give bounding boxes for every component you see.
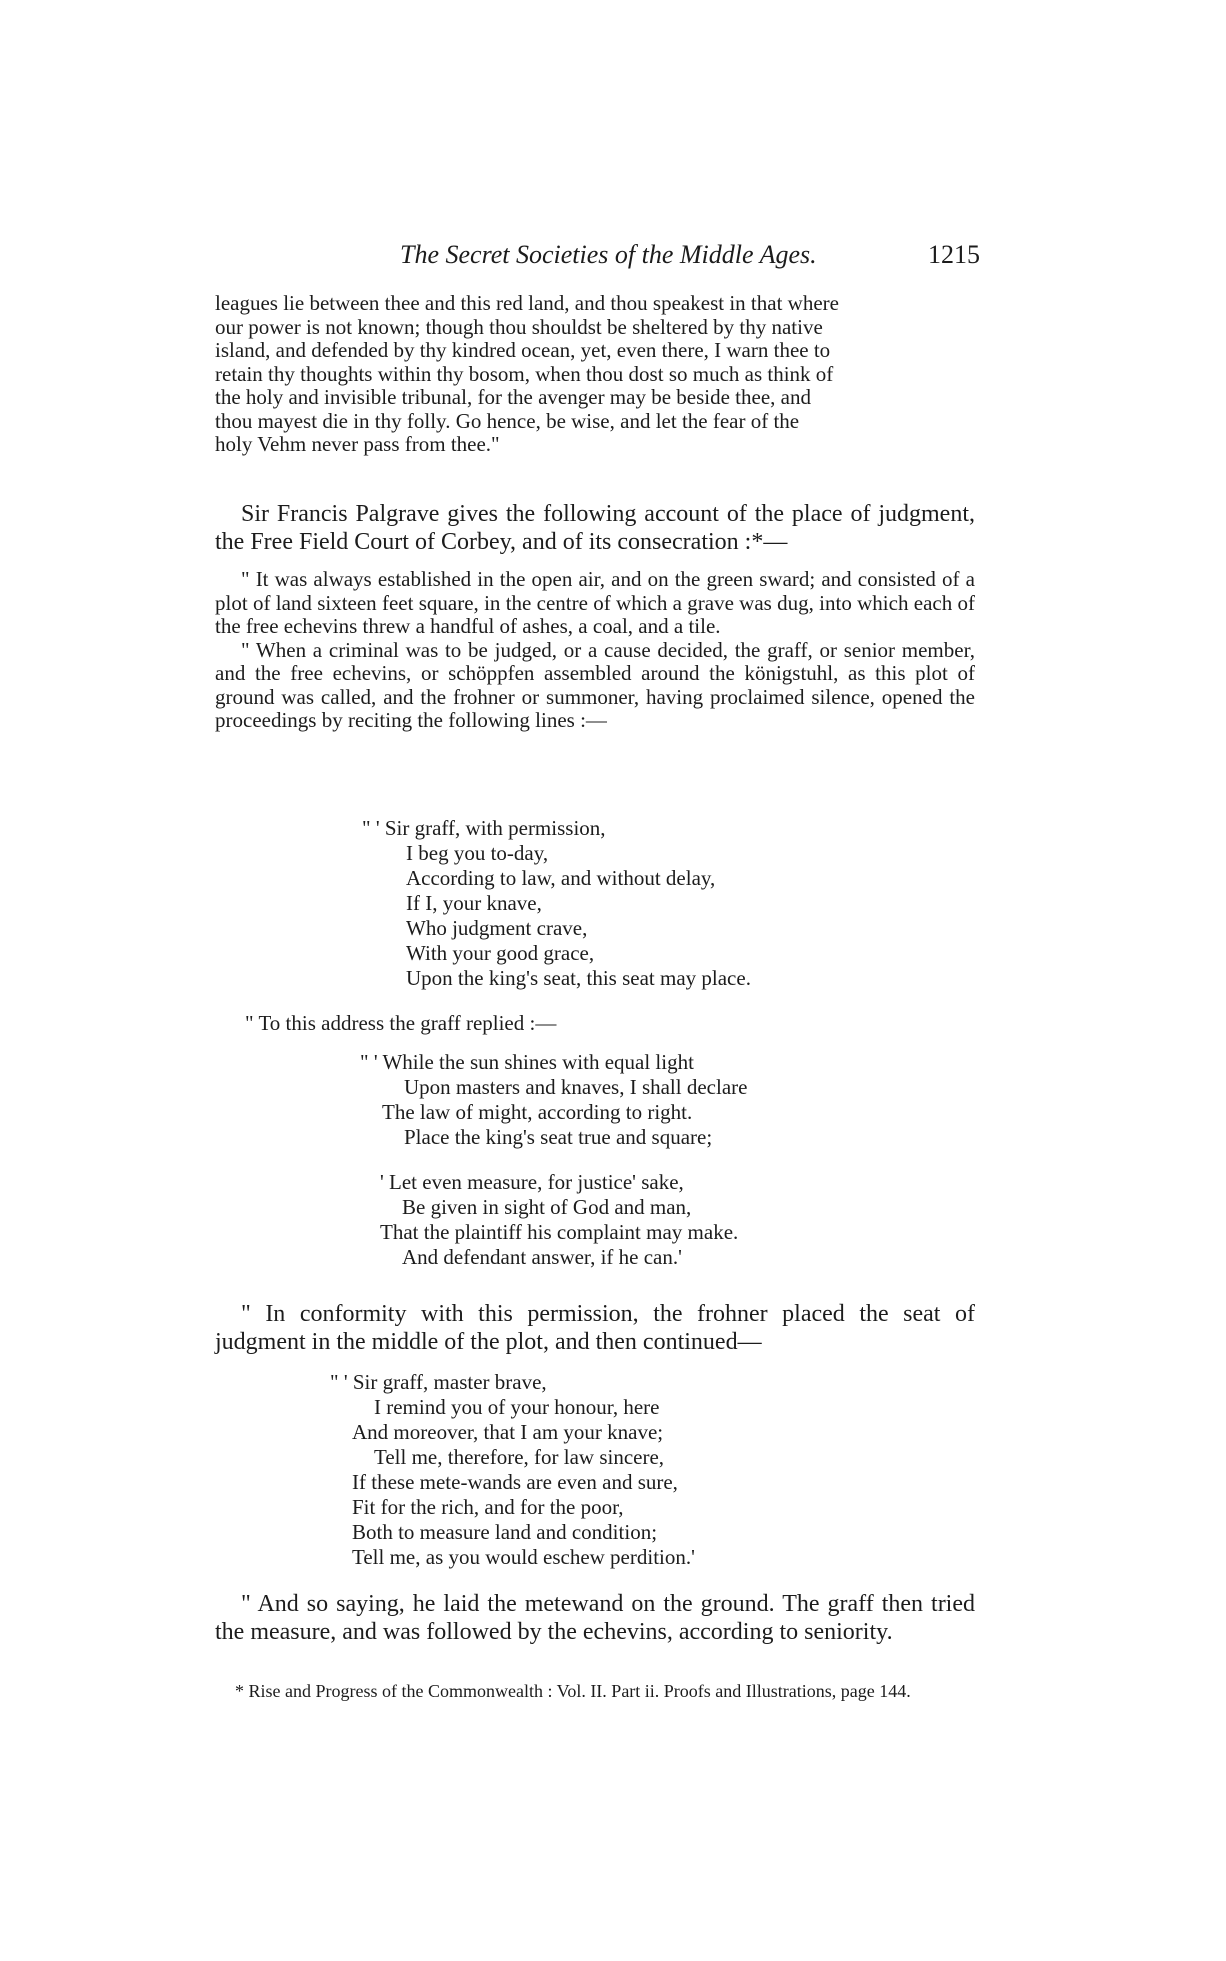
page-number: 1215 <box>928 240 980 269</box>
paragraph-text: " When a criminal was to be judged, or a cause decided, the graff, or senior member, and the free echevins, or schöppfen assembled around the königstuhl, as this plot of ground was called, and the frohner or summoner, having proclaimed silence, opened the proceedings by reciting the following lines :— <box>215 637 975 732</box>
verse-line: If I, your knave, <box>406 891 542 915</box>
verse-line: Fit for the rich, and for the poor, <box>352 1495 624 1519</box>
text-line: our power is not known; though thou shouldst be sheltered by thy native <box>215 314 823 339</box>
verse-graff-1 <box>360 1050 747 1150</box>
paragraph-palgrave <box>215 500 975 556</box>
text-line: thou mayest die in thy folly. Go hence, be wise, and let the fear of the <box>215 408 800 433</box>
verse-line: And moreover, that I am your knave; <box>352 1420 664 1444</box>
verse-line: Upon the king's seat, this seat may place. <box>406 966 751 990</box>
verse-line: If these mete-wands are even and sure, <box>352 1470 678 1494</box>
paragraph-text: " And so saying, he laid the metewand on the ground. The graff then tried the measure, and was followed by the echevins, according to seniority. <box>215 1591 975 1645</box>
verse-line: The law of might, according to right. <box>382 1100 693 1124</box>
verse-line: Be given in sight of God and man, <box>402 1195 692 1219</box>
verse-frohner-2 <box>330 1370 695 1570</box>
running-header <box>400 240 980 276</box>
paragraph-reply <box>245 1012 1005 1036</box>
verse-line: Both to measure land and condition; <box>352 1520 658 1544</box>
paragraph-conformity <box>215 1300 975 1356</box>
paragraph-text: " It was always established in the open air, and on the green sward; and consisted of a plot of land sixteen feet square, in the centre of which a grave was dug, into which each of the free echevins threw a handful of ashes, a coal, and a tile. <box>215 567 975 638</box>
verse-line: With your good grace, <box>406 941 595 965</box>
verse-line: That the plaintiff his complaint may make. <box>380 1220 739 1244</box>
verse-line: Who judgment crave, <box>406 916 588 940</box>
footnote <box>215 1680 975 1702</box>
verse-line: Place the king's seat true and square; <box>404 1125 713 1149</box>
text-line: leagues lie between thee and this red land, and thou speakest in that where <box>215 291 839 315</box>
paragraph-text: Sir Francis Palgrave gives the following account of the place of judgment, the Free Field Court of Corbey, and of its consecration :*— <box>215 501 975 555</box>
verse-line: " ' Sir graff, master brave, <box>330 1370 547 1394</box>
paragraph-continued <box>215 292 975 457</box>
verse-frohner <box>362 816 751 991</box>
paragraph-metewand <box>215 1590 975 1646</box>
verse-line: " ' While the sun shines with equal light <box>360 1050 694 1074</box>
text-line: island, and defended by thy kindred ocean, yet, even there, I warn thee to <box>215 338 831 362</box>
verse-line: According to law, and without delay, <box>406 866 716 890</box>
paragraph-text: " To this address the graff replied :— <box>245 1011 557 1035</box>
verse-line: Tell me, therefore, for law sincere, <box>374 1445 665 1469</box>
verse-line: I remind you of your honour, here <box>374 1395 660 1419</box>
verse-line: I beg you to-day, <box>406 841 549 865</box>
footnote-text: * Rise and Progress of the Commonwealth : Vol. II. Part ii. Proofs and Illustrations, page 144. <box>235 1681 911 1701</box>
verse-graff-2 <box>380 1170 738 1270</box>
text-line: retain thy thoughts within thy bosom, when thou dost so much as think of <box>215 361 834 386</box>
verse-line: ' Let even measure, for justice' sake, <box>380 1170 684 1194</box>
verse-line: " ' Sir graff, with permission, <box>362 816 606 840</box>
verse-line: Tell me, as you would eschew perdition.' <box>352 1545 695 1569</box>
running-title: The Secret Societies of the Middle Ages. <box>400 240 817 269</box>
paragraph-text: " In conformity with this permission, the frohner placed the seat of judgment in the middle of the plot, and then continued— <box>215 1301 975 1355</box>
text-line: holy Vehm never pass from thee." <box>215 432 500 456</box>
text-line: the holy and invisible tribunal, for the avenger may be beside thee, and <box>215 385 811 409</box>
quote-block <box>215 568 975 733</box>
verse-line: And defendant answer, if he can.' <box>402 1245 682 1269</box>
verse-line: Upon masters and knaves, I shall declare <box>404 1075 748 1099</box>
